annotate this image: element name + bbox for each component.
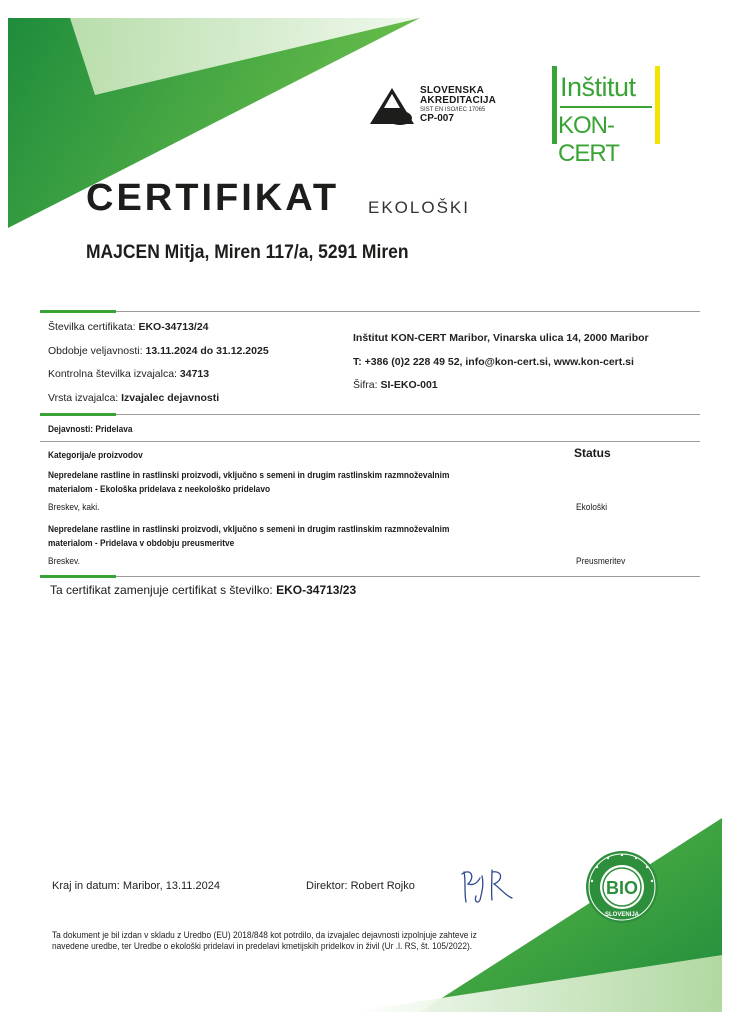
institute-logo-brand: KON-CERT — [558, 112, 619, 167]
details-top-rule — [40, 311, 700, 312]
issuer-address: Inštitut KON-CERT Maribor, Vinarska ulica 14, 2000 Maribor — [353, 332, 649, 344]
operator-type-value: Izvajalec dejavnosti — [121, 392, 220, 404]
replacement-number: EKO-34713/23 — [276, 583, 357, 597]
category-row-1-status: Ekološki — [576, 502, 608, 513]
category-row-2-status: Preusmeritev — [576, 556, 626, 567]
bio-seal-center: BIO — [605, 878, 639, 898]
certificate-title: CERTIFIKAT — [86, 177, 340, 219]
issuer-code-label: Šifra: — [353, 379, 378, 391]
institute-logo-name: Inštitut — [560, 72, 636, 102]
mountain-icon — [370, 86, 416, 128]
institute-logo — [552, 66, 660, 167]
validity-label: Obdobje veljavnosti: — [48, 345, 143, 357]
director-signature — [458, 862, 518, 906]
category-row-1-products: Breskev, kaki. — [48, 502, 100, 513]
control-number-label: Kontrolna številka izvajalca: — [48, 368, 177, 380]
category-row-2-title: Nepredelane rastline in rastlinski proizvodi, vključno s semeni in drugim rastlinskim razmnoževalnim materialom - Pridelava v obdobju preusmeritve — [48, 524, 450, 549]
legal-line-2: navedene uredbe, ter Uredbe o ekološki pridelavi in predelavi kmetijskih pridelkov in živil (Ur .l. RS, št. 105/2022). — [52, 941, 473, 951]
replacement-text: Ta certifikat zamenjuje certifikat s številko: — [50, 583, 273, 597]
accreditation-line2: AKREDITACIJA — [420, 95, 497, 106]
category-row-2-products: Breskev. — [48, 556, 80, 567]
accreditation-line1: SLOVENSKA — [420, 85, 485, 96]
bio-seal-bottom: SLOVENIJA — [604, 912, 640, 918]
operator-type — [48, 392, 219, 404]
activities-bottom-rule — [40, 576, 700, 577]
accreditation-logo — [370, 86, 505, 130]
operator-type-label: Vrsta izvajalca: — [48, 392, 119, 404]
legal-notice — [52, 930, 572, 952]
accreditation-code: CP-007 — [420, 113, 454, 124]
validity-value: 13.11.2024 do 31.12.2025 — [145, 345, 269, 357]
certificate-number-label: Številka certifikata: — [48, 321, 136, 333]
place-date: Kraj in datum: Maribor, 13.11.2024 — [52, 880, 220, 892]
control-number-value: 34713 — [179, 368, 210, 380]
certificate-number-value: EKO-34713/24 — [138, 321, 209, 333]
legal-line-1: Ta dokument je bil izdan v skladu z Uredbo (EU) 2018/848 kot potrdilo, da izvajalec dejavnosti izpolnjuje zahteve iz — [52, 930, 477, 940]
activities-bottom-accent — [40, 575, 116, 578]
certificate-subtitle: EKOLOŠKI — [368, 198, 470, 217]
issuer-contact: T: +386 (0)2 228 49 52, info@kon-cert.si, www.kon-cert.si — [353, 356, 634, 368]
replacement-note — [50, 583, 356, 597]
activities-label: Dejavnosti: Pridelava — [48, 424, 133, 435]
bio-slovenija-seal — [584, 849, 660, 925]
details-bottom-accent — [40, 413, 116, 416]
details-top-accent — [40, 310, 116, 313]
activities-rule — [40, 441, 700, 442]
accreditation-standard: SIST EN ISO/IEC 17065 — [420, 107, 486, 113]
issuer-code-value: SI-EKO-001 — [380, 379, 438, 391]
certificate-number — [48, 321, 209, 333]
validity-period — [48, 345, 269, 357]
status-header: Status — [574, 446, 611, 460]
certificate-holder: MAJCEN Mitja, Miren 117/a, 5291 Miren — [86, 242, 409, 263]
details-bottom-rule — [40, 414, 700, 415]
issuer-code — [353, 379, 438, 391]
category-row-1-title: Nepredelane rastline in rastlinski proizvodi, vključno s semeni in drugim rastlinskim razmnoževalnim materialom - Ekološka pridelava z neekološko pridelavo — [48, 470, 450, 495]
director: Direktor: Robert Rojko — [306, 880, 415, 892]
control-number — [48, 368, 209, 380]
category-header: Kategorija/e proizvodov — [48, 450, 143, 461]
